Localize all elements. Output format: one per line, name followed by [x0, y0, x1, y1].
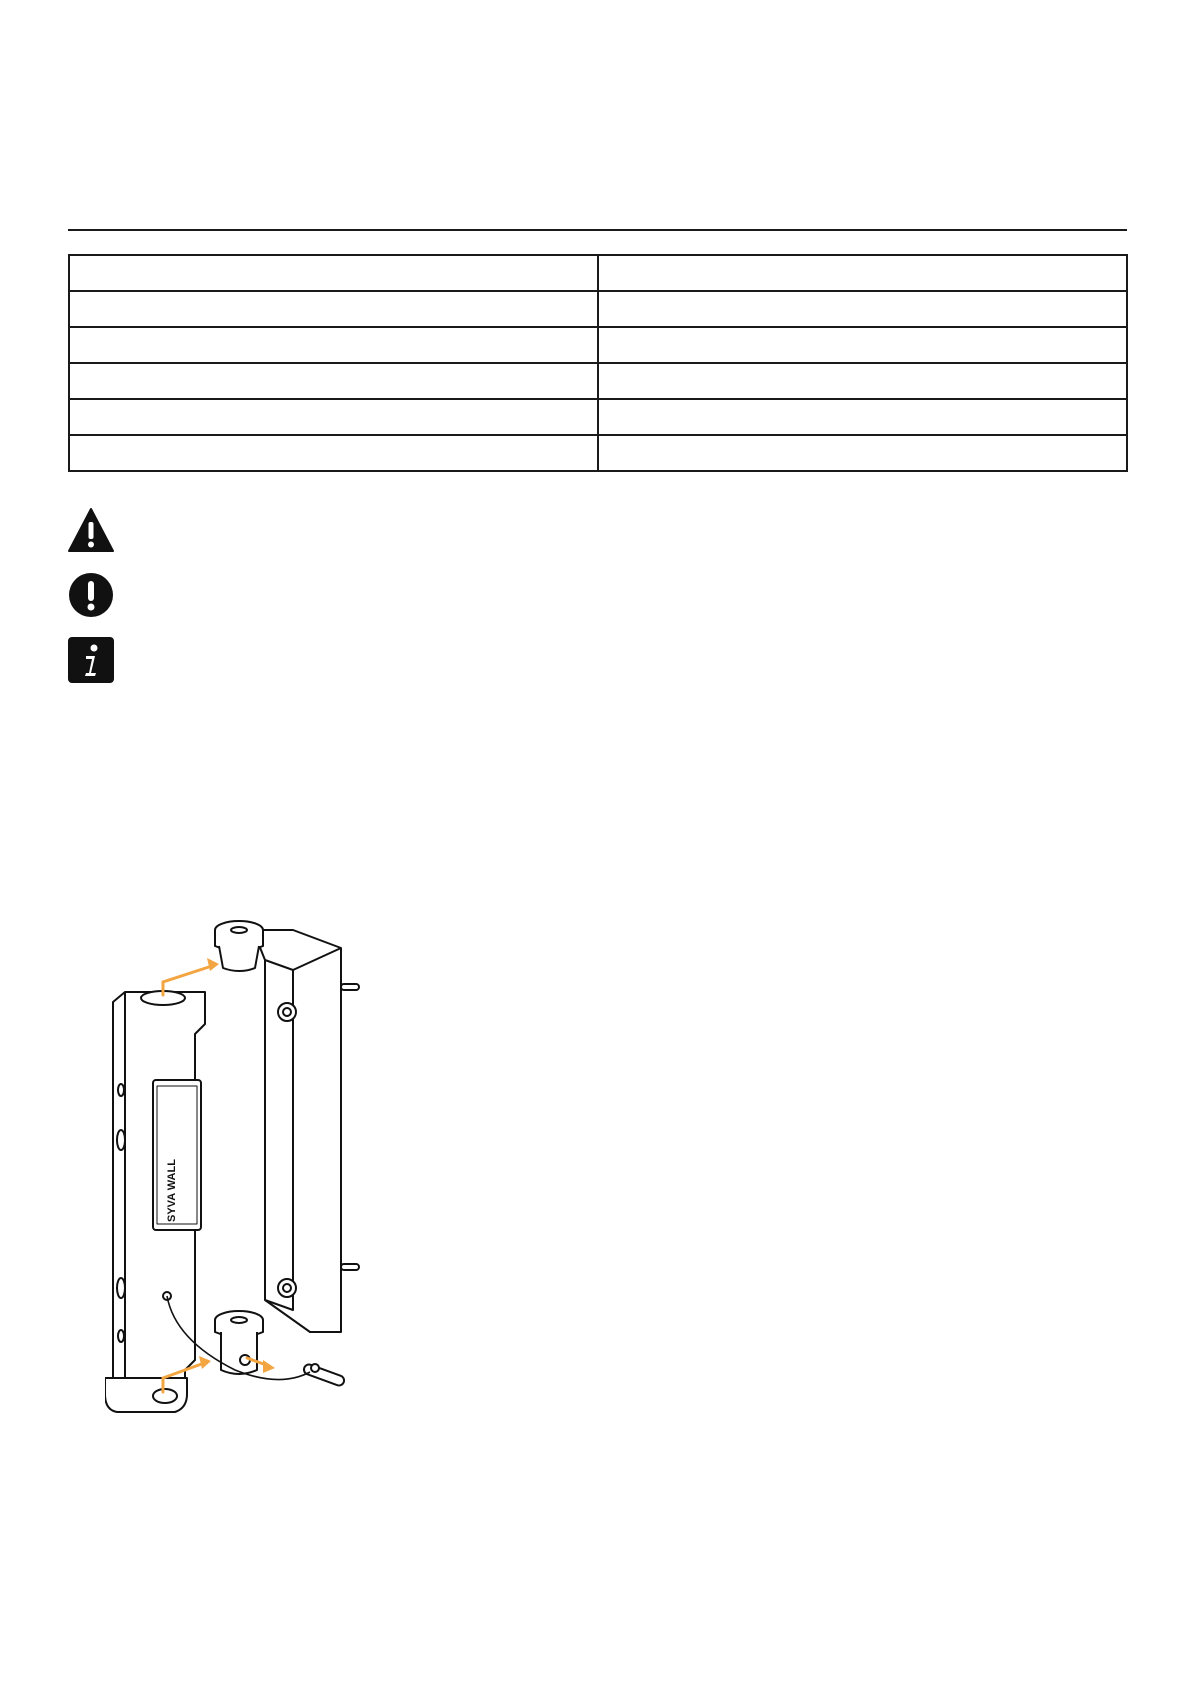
- product-illustration: [105, 900, 365, 1480]
- product-brand-label: SYVA WALL: [166, 1159, 178, 1222]
- table-cell: [598, 327, 1127, 363]
- table-row: [69, 255, 1127, 291]
- table-row: [69, 363, 1127, 399]
- table-cell: [69, 255, 598, 291]
- table-row: [69, 327, 1127, 363]
- table-cell: [598, 363, 1127, 399]
- header-rule: [68, 229, 1127, 231]
- table-cell: [69, 291, 598, 327]
- exclamation-circle-icon: [68, 572, 114, 618]
- table-cell: [598, 291, 1127, 327]
- table-cell: [598, 435, 1127, 471]
- bracket-back-plate: [253, 930, 341, 1332]
- table-row: [69, 399, 1127, 435]
- table-cell: [69, 327, 598, 363]
- table-cell: [598, 399, 1127, 435]
- table-cell: [69, 399, 598, 435]
- table-row: [69, 435, 1127, 471]
- spec-table: [68, 254, 1128, 472]
- info-square-icon: [68, 637, 114, 683]
- table-cell: [69, 363, 598, 399]
- table-cell: [69, 435, 598, 471]
- table-row: [69, 291, 1127, 327]
- warning-triangle-icon: [68, 507, 114, 553]
- table-cell: [598, 255, 1127, 291]
